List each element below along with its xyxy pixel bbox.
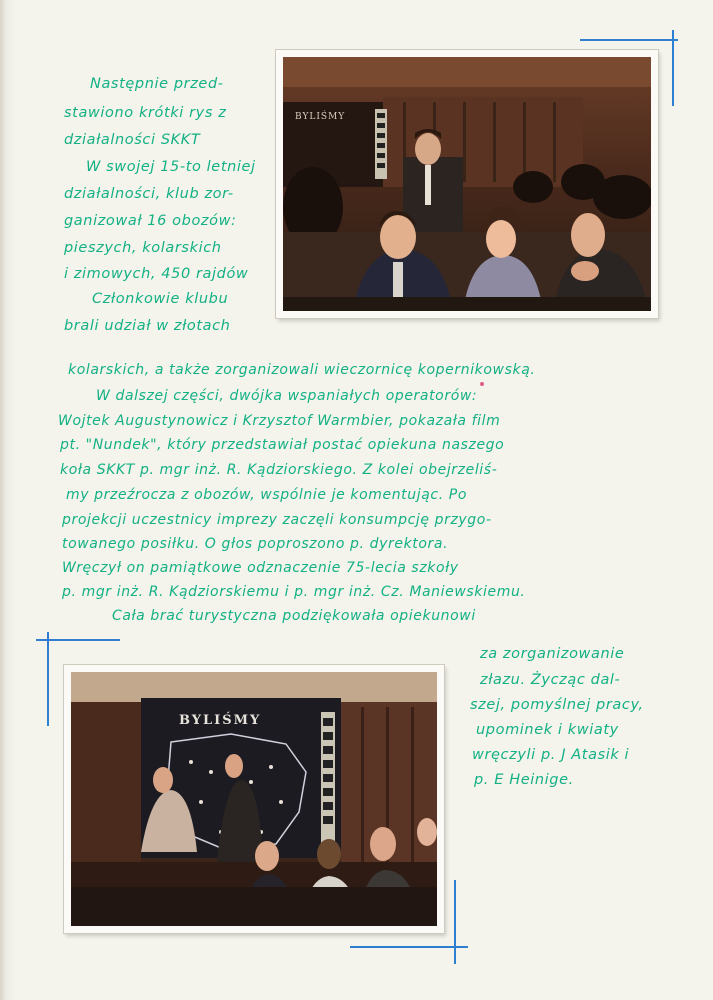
text-line: złazu. Życząc dal- [480, 672, 621, 688]
photo-map-board-sign-text: BYLIŚMY [179, 713, 262, 728]
corner-mark-top-right-v [672, 30, 674, 106]
corner-mark-top-right-h [580, 39, 678, 41]
text-line: brali udział w złotach [64, 318, 231, 334]
text-line: pt. "Nundek", który przedstawiał postać opiekuna naszego [60, 437, 505, 453]
photo-banquet-sign-text: BYLIŚMY [295, 112, 346, 122]
corner-mark-mid-left-v [47, 632, 49, 726]
text-line: projekcji uczestnicy imprezy zaczęli konsumpcję przygo- [62, 512, 492, 528]
photo-banquet [276, 50, 658, 318]
text-line: i zimowych, 450 rajdów [64, 266, 249, 282]
text-line: W dalszej części, dwójka wspaniałych operatorów: [96, 388, 478, 404]
text-line: koła SKKT p. mgr inż. R. Kądziorskiego. Z kolei obejrzeliś- [60, 462, 498, 478]
corner-mark-bottom-v [454, 880, 456, 964]
text-line: towanego posiłku. O głos poproszono p. dyrektora. [62, 536, 449, 552]
text-line: kolarskich, a także zorganizowali wieczornicę kopernikowską. [68, 362, 536, 378]
text-line: my przeźrocza z obozów, wspólnie je komentując. Po [66, 487, 468, 503]
photo-map-board-image [71, 672, 437, 926]
text-line: wręczyli p. J Atasik i [472, 747, 630, 763]
text-line: p. mgr inż. R. Kądziorskiemu i p. mgr inż. Cz. Maniewskiemu. [62, 584, 526, 600]
text-line: p. E Heinige. [474, 772, 574, 788]
text-line: szej, pomyślnej pracy, [470, 697, 644, 713]
ink-dot [480, 382, 484, 386]
photo-map-board [64, 665, 444, 933]
text-line: działalności, klub zor- [64, 186, 234, 202]
text-line: działalności SKKT [64, 132, 201, 148]
text-line: pieszych, kolarskich [64, 240, 222, 256]
text-line: Następnie przed- [90, 76, 224, 92]
text-line: Wojtek Augustynowicz i Krzysztof Warmbier, pokazała film [58, 413, 501, 429]
text-line: ganizował 16 obozów: [64, 213, 237, 229]
text-line: Wręczył on pamiątkowe odznaczenie 75-lecia szkoły [62, 560, 459, 576]
text-line: Członkowie klubu [92, 291, 229, 307]
text-line: stawiono krótki rys z [64, 105, 227, 121]
corner-mark-bottom-h [350, 946, 468, 948]
photo-banquet-image [283, 57, 651, 311]
text-line: za zorganizowanie [480, 646, 625, 662]
text-line: Cała brać turystyczna podziękowała opiekunowi [112, 608, 476, 624]
text-line: upominek i kwiaty [476, 722, 619, 738]
text-line: W swojej 15-to letniej [86, 159, 256, 175]
